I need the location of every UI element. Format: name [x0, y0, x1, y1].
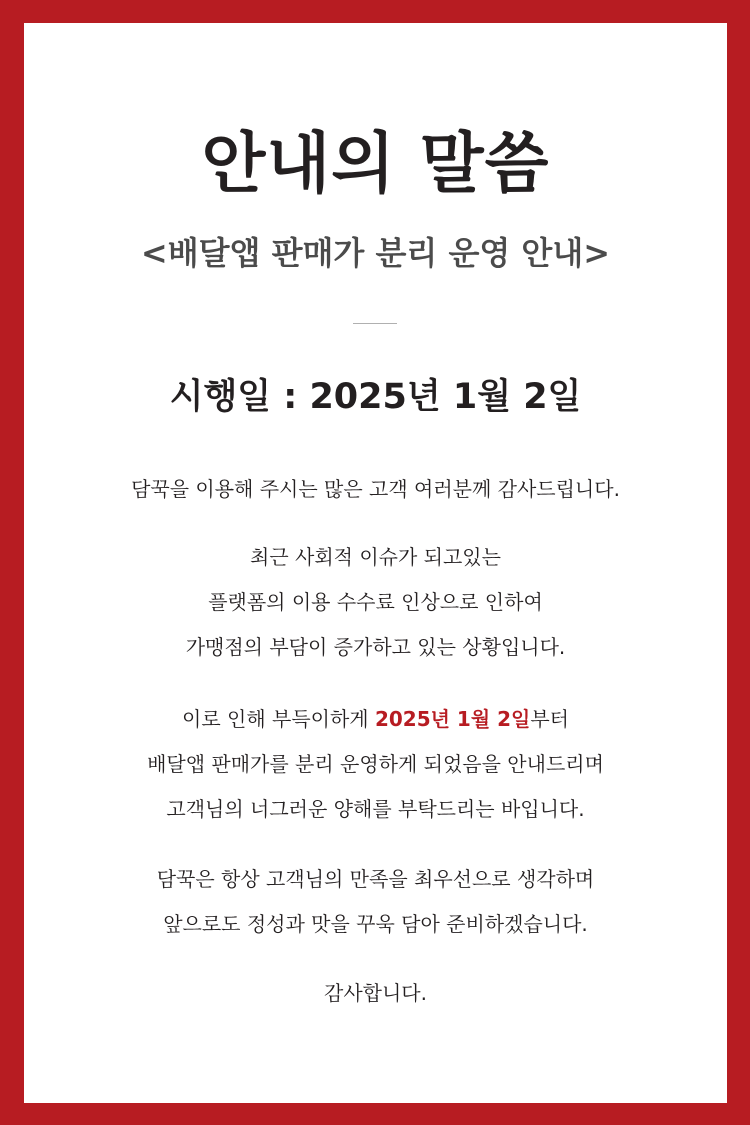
paragraph-line: 가맹점의 부담이 증가하고 있는 상황입니다.: [185, 635, 566, 659]
paragraph-3: [24, 857, 727, 947]
closing-line: 감사합니다.: [324, 981, 427, 1005]
paragraph-text: 이로 인해 부득이하게: [182, 707, 375, 731]
highlighted-date: 2025년 1월 2일: [374, 707, 531, 731]
paragraph-line: 담꾹은 항상 고객님의 만족을 최우선으로 생각하며: [156, 867, 595, 891]
effective-date: 시행일 : 2025년 1월 2일: [169, 377, 582, 417]
paragraph-line: 플랫폼의 이용 수수료 인상으로 인하여: [208, 590, 543, 614]
paragraph-2: [24, 697, 727, 832]
notice-card: [24, 23, 727, 1103]
greeting-paragraph: [24, 467, 727, 512]
paragraph-line: 고객님의 너그러운 양해를 부탁드리는 바입니다.: [166, 797, 585, 821]
paragraph-text: 부터: [530, 707, 569, 731]
paragraph-line: 앞으로도 정성과 맛을 꾸욱 담아 준비하겠습니다.: [163, 912, 588, 936]
paragraph-line: 배달앱 판매가를 분리 운영하게 되었음을 안내드리며: [147, 752, 604, 776]
notice-subtitle: <배달앱 판매가 분리 운영 안내>: [140, 234, 611, 272]
paragraph-1: [24, 535, 727, 670]
closing-paragraph: [24, 971, 727, 1016]
divider: [353, 323, 397, 324]
paragraph-line: [24, 697, 727, 742]
paragraph-line: 최근 사회적 이슈가 되고있는: [250, 545, 501, 569]
notice-title: 안내의 말씀: [201, 125, 550, 202]
greeting-line: 담꾹을 이용해 주시는 많은 고객 여러분께 감사드립니다.: [131, 477, 620, 501]
